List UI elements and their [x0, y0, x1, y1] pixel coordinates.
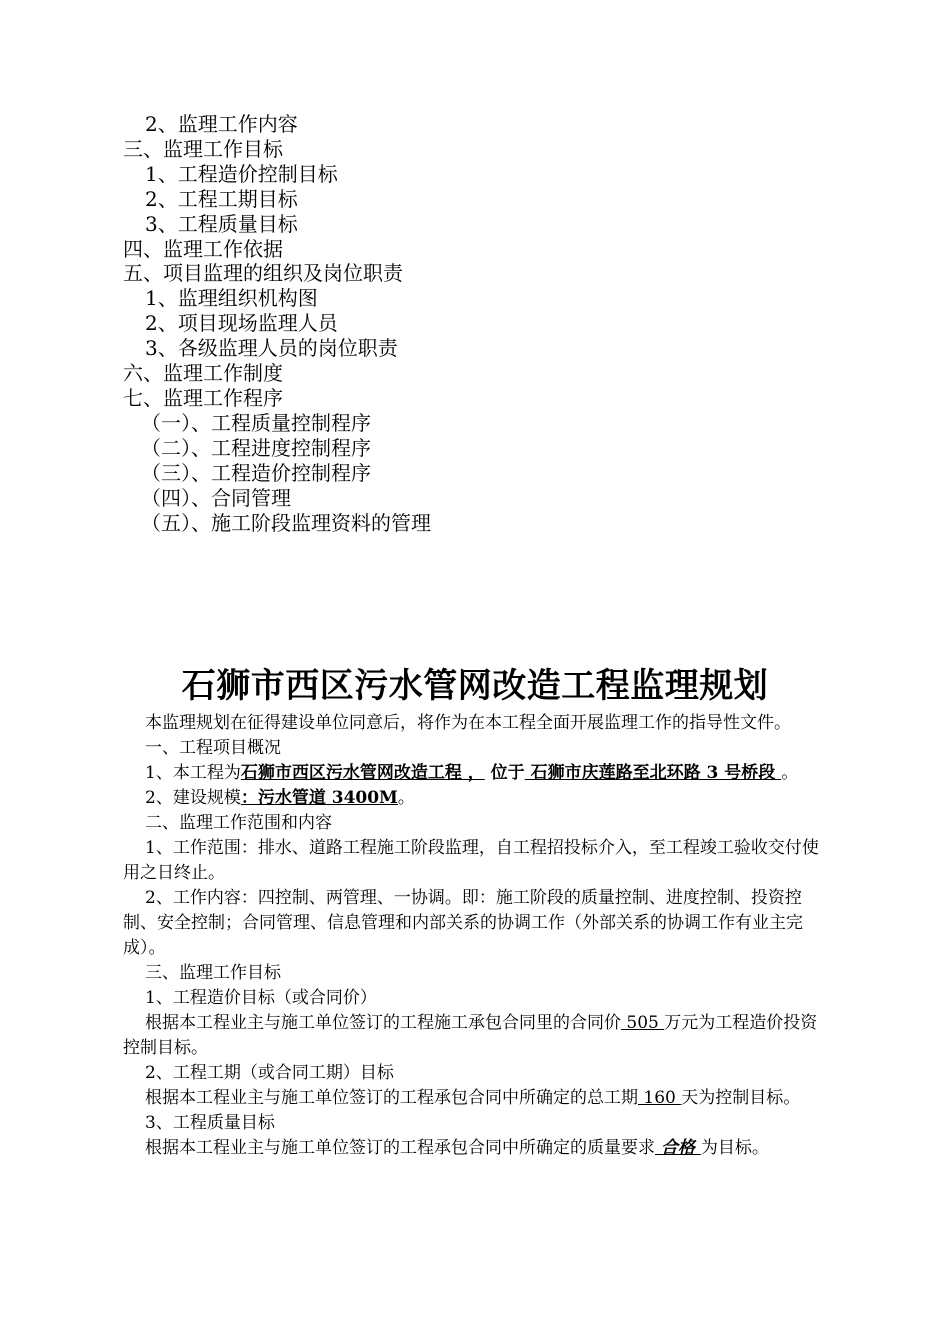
schedule-goal-paragraph: [123, 1086, 831, 1111]
toc-entry: 七、监理工作程序: [123, 385, 283, 410]
section-heading-overview: 一、工程项目概况: [145, 738, 281, 758]
toc-entry: （四）、合同管理: [141, 485, 291, 510]
toc-entry: 1、监理组织机构图: [145, 286, 318, 311]
text-segment: 位于: [484, 763, 525, 783]
text-segment: 。: [781, 763, 799, 783]
quality-goal-paragraph: [123, 1136, 831, 1161]
intro-paragraph: 本监理规划在征得建设单位同意后，将作为在本工程全面开展监理工作的指导性文件。: [145, 713, 791, 733]
text-segment: 根据本工程业主与施工单位签订的工程承包合同中所确定的质量要求: [145, 1138, 655, 1158]
quality-requirement: 合格: [655, 1138, 701, 1158]
text-segment: 2、建设规模: [145, 788, 241, 808]
toc-entry: 1、工程造价控制目标: [145, 161, 338, 186]
section-heading-scope: 二、监理工作范围和内容: [145, 813, 332, 833]
project-location: 石狮市庆莲路至北环路 3 号桥段: [524, 763, 782, 783]
text-segment: 根据本工程业主与施工单位签订的工程施工承包合同里的合同价: [145, 1013, 621, 1033]
text-segment: 根据本工程业主与施工单位签订的工程承包合同中所确定的总工期: [145, 1088, 638, 1108]
toc-entry: 2、监理工作内容: [145, 112, 298, 136]
toc-entry: 3、工程质量目标: [145, 211, 298, 236]
toc-entry: （二）、工程进度控制程序: [141, 435, 371, 460]
text-segment: 。: [397, 788, 415, 808]
quality-goal-heading: 3、工程质量目标: [145, 1113, 275, 1133]
toc-entry: 2、工程工期目标: [145, 186, 298, 211]
project-location-paragraph: [123, 761, 831, 786]
toc-entry: （五）、施工阶段监理资料的管理: [141, 510, 431, 535]
text-segment: 天为控制目标。: [681, 1088, 801, 1108]
project-name: 石狮市西区污水管网改造工程 ，: [240, 763, 485, 783]
cost-goal-heading: 1、工程造价目标（或合同价）: [145, 988, 377, 1008]
section-heading-goals: 三、监理工作目标: [145, 963, 281, 983]
toc-entry: （三）、工程造价控制程序: [141, 460, 371, 485]
toc-entry: 五、项目监理的组织及岗位职责: [123, 261, 403, 286]
toc-entry: 2、项目现场监理人员: [145, 311, 338, 336]
contract-duration: 160: [638, 1088, 682, 1108]
table-of-contents: [123, 112, 843, 535]
toc-entry: 四、监理工作依据: [123, 236, 283, 261]
schedule-goal-heading: 2、工程工期（或合同工期）目标: [145, 1063, 394, 1083]
document-title: 石狮市西区污水管网改造工程监理规划: [181, 666, 769, 706]
text-segment: 1、本工程为: [145, 763, 241, 783]
work-content-paragraph: 2、工作内容：四控制、两管理、一协调。即：施工阶段的质量控制、进度控制、投资控制、安全控制；合同管理、信息管理和内部关系的协调工作（外部关系的协调工作有业主完成）。: [123, 888, 803, 958]
project-scale: ：污水管道 3400M: [240, 788, 398, 808]
document-body: [123, 711, 831, 1161]
toc-entry: 三、监理工作目标: [123, 136, 283, 161]
cost-goal-paragraph: [123, 1011, 831, 1061]
toc-entry: 六、监理工作制度: [123, 361, 283, 386]
contract-price: 505: [621, 1013, 665, 1033]
text-segment: 为目标。: [700, 1138, 769, 1158]
toc-entry: 3、各级监理人员的岗位职责: [145, 336, 398, 361]
project-scale-paragraph: [123, 786, 831, 811]
toc-entry: （一）、工程质量控制程序: [141, 410, 371, 435]
text-segment: 万元为工程造价投资控制目标。: [123, 1013, 818, 1058]
work-scope-paragraph: 1、工作范围：排水、道路工程施工阶段监理，自工程招投标介入，至工程竣工验收交付使用之日终止。: [123, 838, 819, 883]
